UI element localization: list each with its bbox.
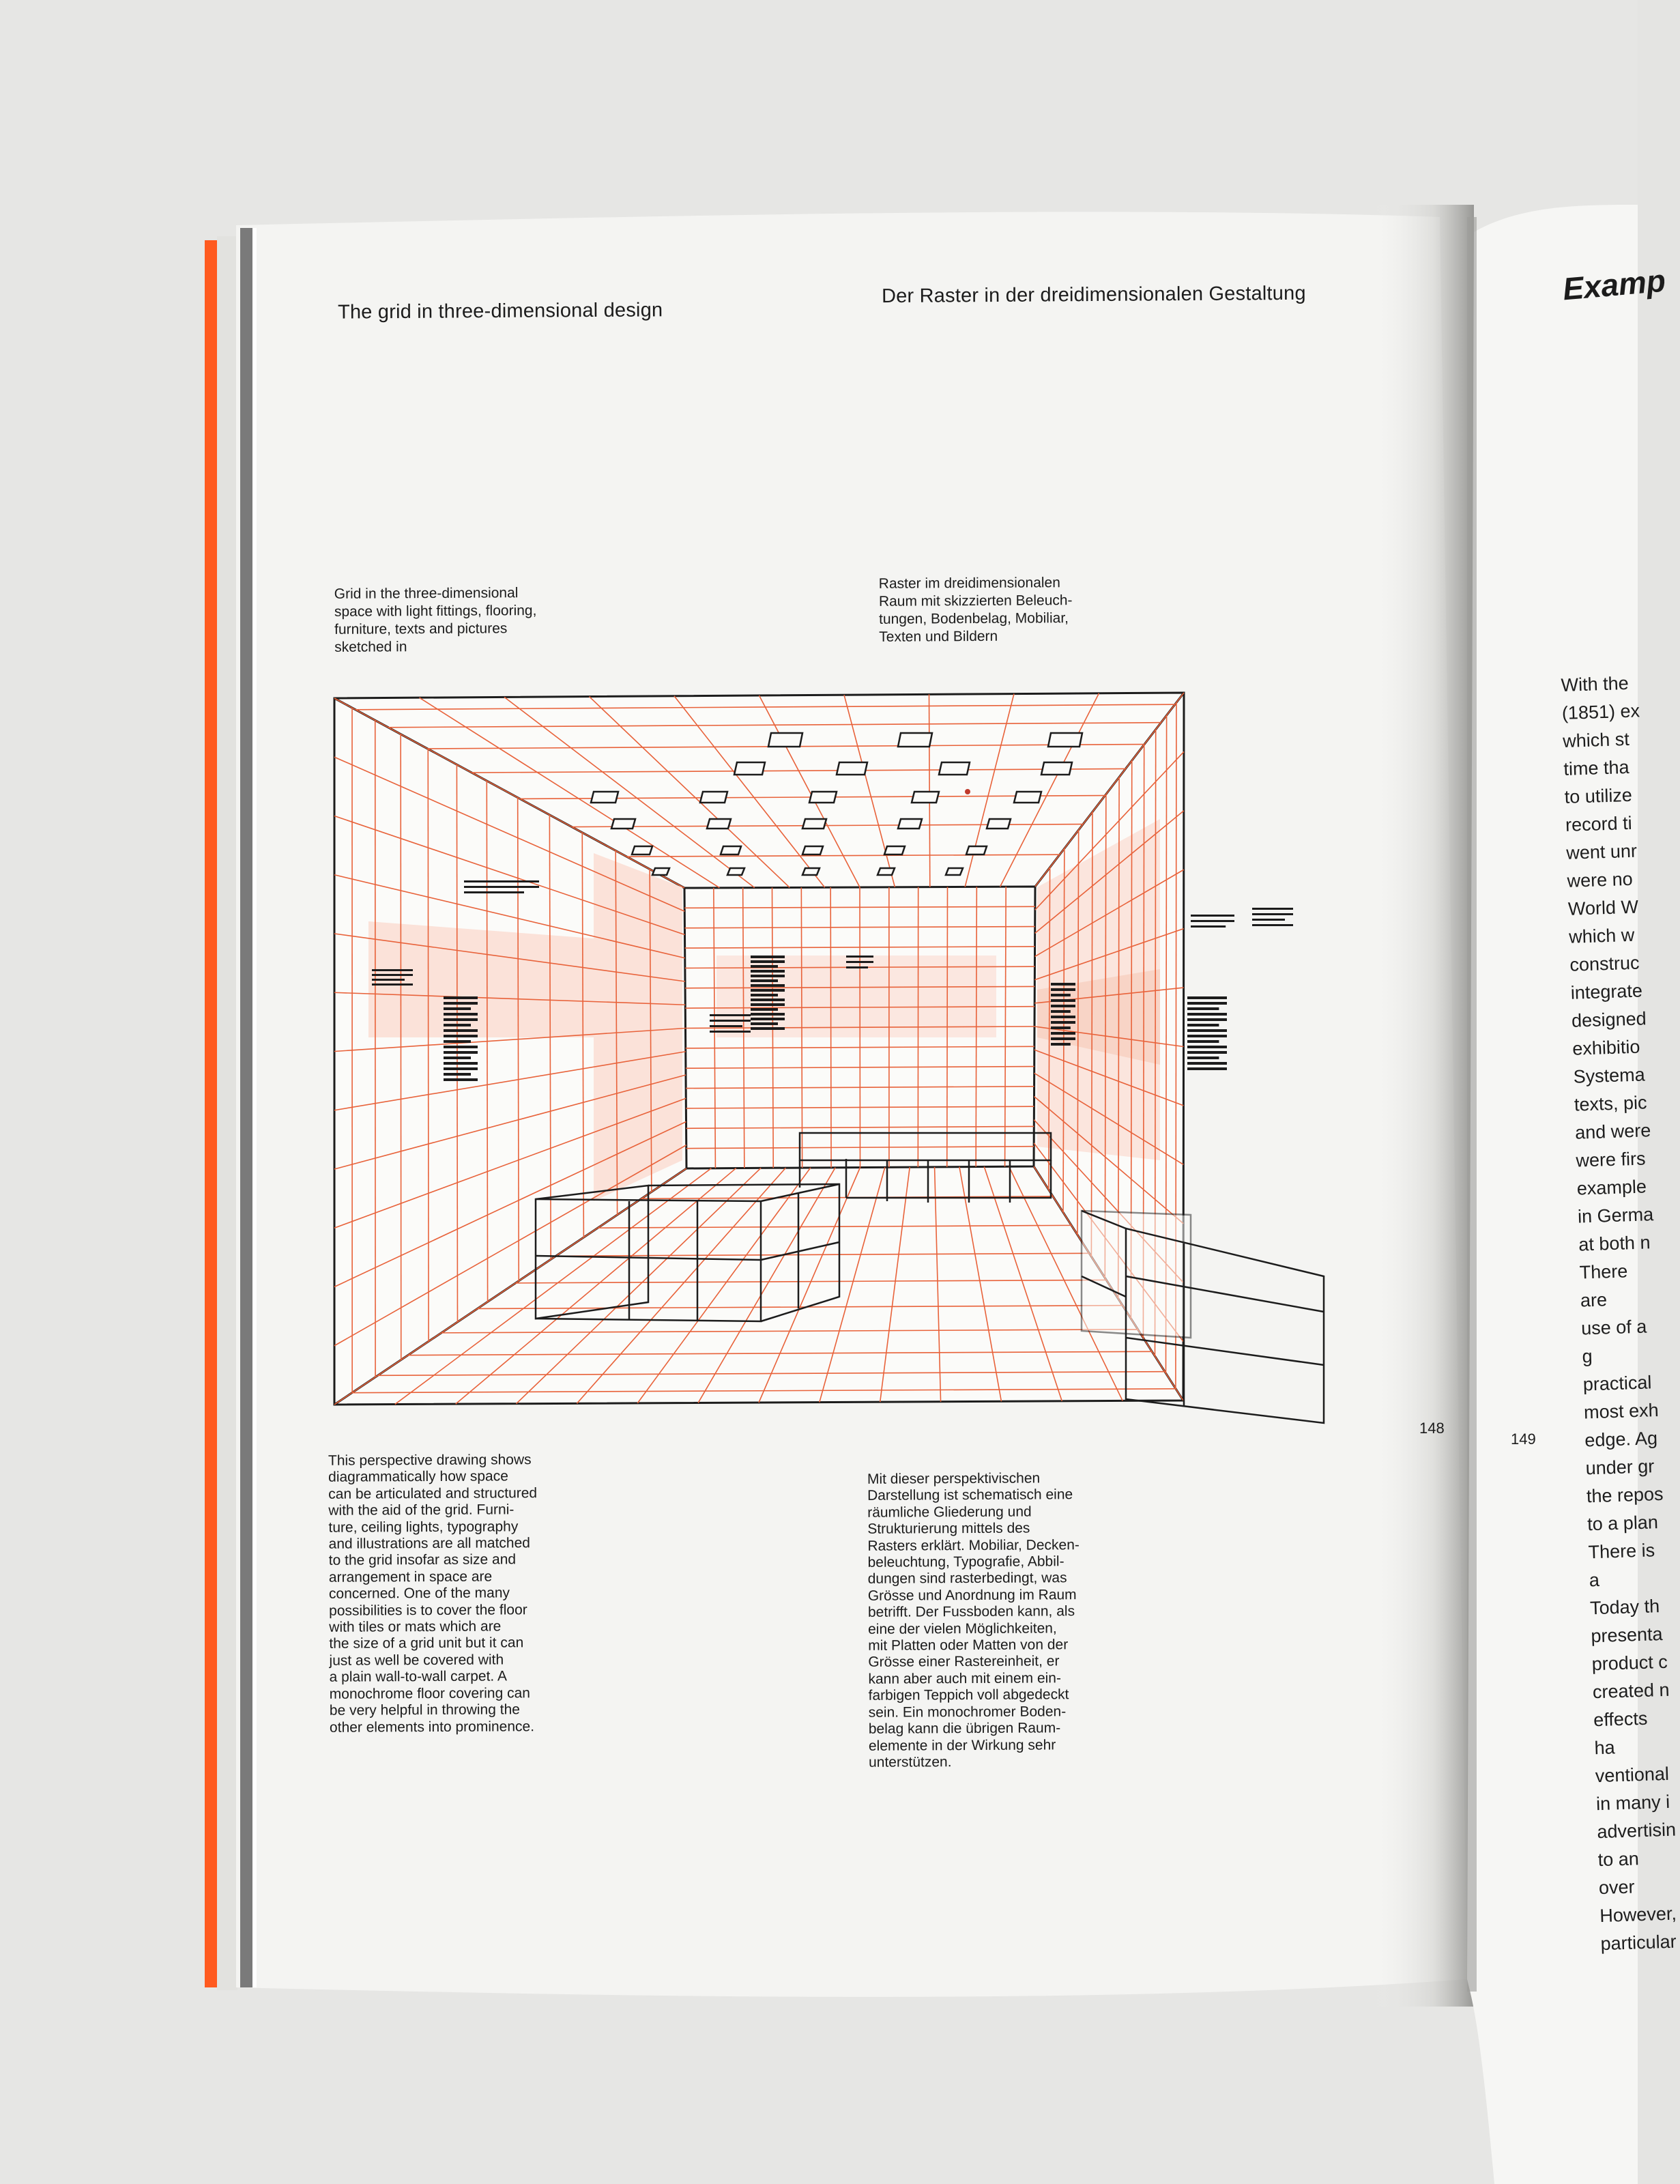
right-page-title: Examp xyxy=(1561,262,1667,307)
header-english: The grid in three-dimensional design xyxy=(337,299,663,324)
spine-grey-band xyxy=(240,228,252,1987)
room-illustration xyxy=(334,693,1324,1423)
page-number-right: 149 xyxy=(1511,1431,1536,1448)
page-number-left: 148 xyxy=(1419,1420,1445,1437)
body-english: This perspective drawing shows diagrammatically how space can be articulated and structured with the aid of the grid. Furni- ture, ceiling lights, typography and illustrations are all matched to the grid insofar as size and arrangement in space are concerned. One of the many possibilities is to cover the floor with tiles or mats which are the size of a grid unit but it can just as well be covered with a plain wall-to-wall carpet. A monochrome floor covering can be very helpful in throwing the other elements into prominence. xyxy=(328,1452,538,1736)
header-german: Der Raster in der dreidimensionalen Gestaltung xyxy=(881,282,1306,308)
caption-english: Grid in the three-dimensional space with light fittings, flooring, furniture, texts and pictures sketched in xyxy=(334,585,537,655)
book-edge-pages xyxy=(217,236,237,1990)
gutter-shadow xyxy=(1372,205,1474,2007)
body-german: Mit dieser perspektivischen Darstellung ist schematisch eine räumliche Gliederung und Strukturierung mittels des Rasters erklärt. Mobiliar, Decken- beleuchtung, Typografie, Abbil- dungen sind rasterbedingt, was Grösse und Anordnung im Raum betrifft. Der Fussboden kann, als eine der vielen Möglichkeiten, mit Platten oder Matten von der Grösse einer Rastereinheit, er kann aber auch mit einem ein- farbigen Teppich voll abgedeckt sein. Ein monochromer Boden- belag kann die übrigen Raum- elemente in der Wirkung sehr unterstützen. xyxy=(867,1470,1080,1770)
right-page-body: With the (1851) ex which st time tha to utilize record ti went unr were no World W which w construc integrate designed exhibitio Systema texts, pic and were were firs example in Germa at both n There are use of a g practical most exh edge. Ag under gr the repos to a plan There is a Today th presenta product c created n effects ha ventional in many i advertisin to an over However, particular xyxy=(1561,672,1677,1955)
caption-german: Raster im dreidimensionalen Raum mit skizzierten Beleuch- tungen, Bodenbelag, Mobiliar, Texten und Bildern xyxy=(878,575,1073,645)
